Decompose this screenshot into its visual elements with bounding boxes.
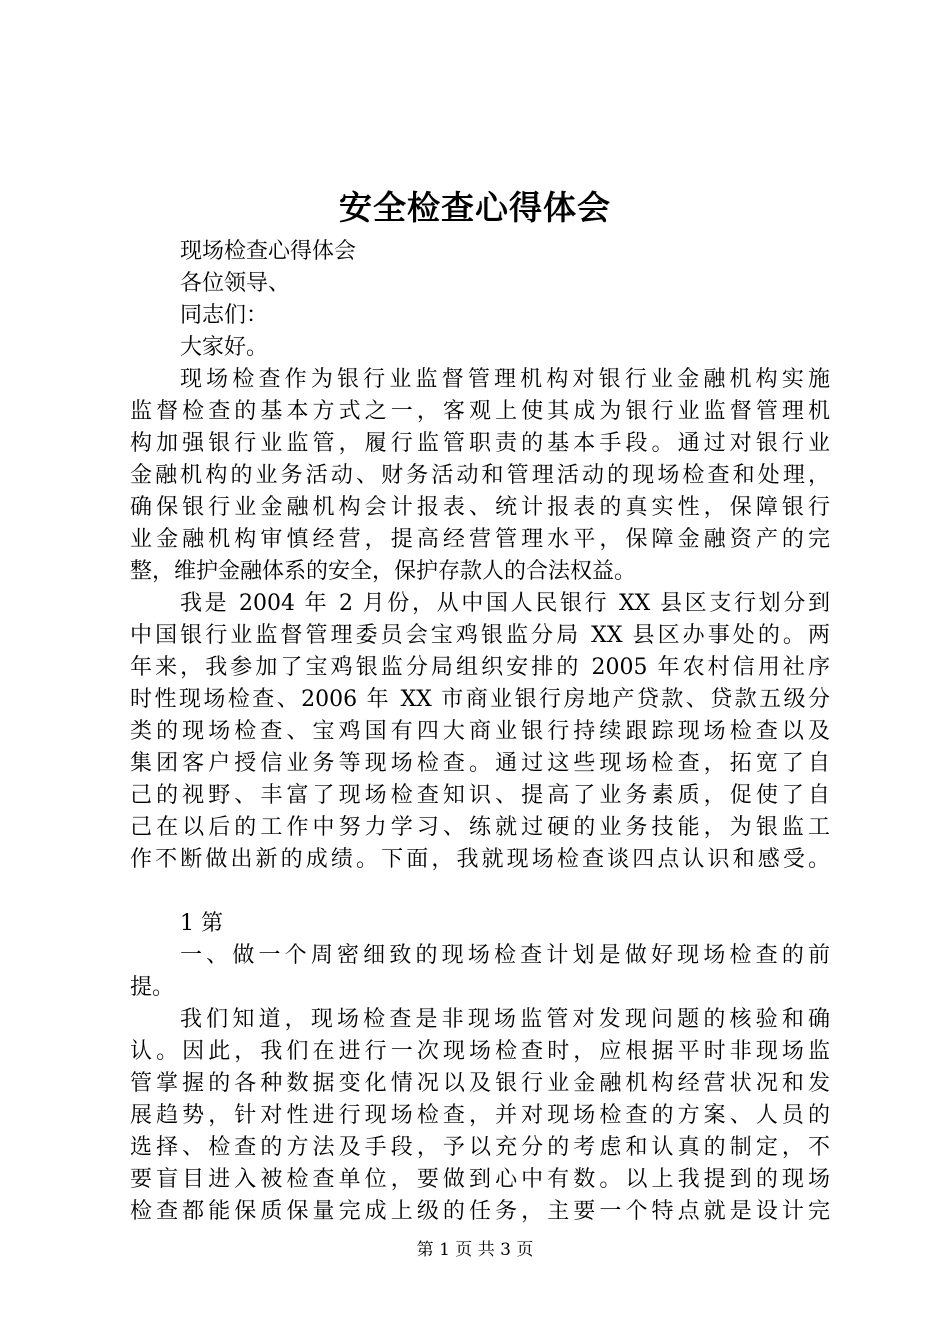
text-line: 确保银行业金融机构会计报表、统计报表的真实性，保障银行 xyxy=(130,495,830,520)
text-line: 同志们： xyxy=(180,303,269,328)
text-line: 己的视野、丰富了现场检查知识、提高了业务素质，促使了自 xyxy=(130,783,830,808)
text-line: 我们知道，现场检查是非现场监管对发现问题的核验和确 xyxy=(180,1007,830,1032)
page-number-footer: 第 1 页 共 3 页 xyxy=(416,1240,534,1260)
text-line: 类的现场检查、宝鸡国有四大商业银行持续跟踪现场检查以及 xyxy=(130,719,830,744)
text-line: 己在以后的工作中努力学习、练就过硬的业务技能，为银监工 xyxy=(130,815,830,840)
text-line: 作不断做出新的成绩。下面，我就现场检查谈四点认识和感受。 xyxy=(130,847,830,872)
text-line: 现场检查心得体会 xyxy=(180,239,357,264)
text-line: 整，维护金融体系的安全，保护存款人的合法权益。 xyxy=(130,559,637,584)
text-line: 金融机构的业务活动、财务活动和管理活动的现场检查和处理， xyxy=(130,463,830,488)
text-line: 我是 2004 年 2 月份，从中国人民银行 XX 县区支行划分到 xyxy=(180,591,830,616)
text-line: 提。 xyxy=(130,975,175,1000)
text-line: 管掌握的各种数据变化情况以及银行业金融机构经营状况和发 xyxy=(130,1071,830,1096)
text-line: 时性现场检查、2006 年 XX 市商业银行房地产贷款、贷款五级分 xyxy=(130,687,830,712)
text-line: 大家好。 xyxy=(180,335,269,360)
text-line: 业金融机构审慎经营，提高经营管理水平，保障金融资产的完 xyxy=(130,527,830,552)
text-line: 展趋势，针对性进行现场检查，并对现场检查的方案、人员的 xyxy=(130,1103,830,1128)
text-line: 各位领导、 xyxy=(180,271,291,296)
text-line: 检查都能保质保量完成上级的任务，主要一个特点就是设计完 xyxy=(130,1199,830,1224)
text-line: 认。因此，我们在进行一次现场检查时，应根据平时非现场监 xyxy=(130,1039,830,1064)
blank-line xyxy=(130,876,830,908)
text-line: 监督检查的基本方式之一，客观上使其成为银行业监督管理机 xyxy=(130,399,830,424)
document-title: 安全检查心得体会 xyxy=(339,188,611,227)
text-line: 年来，我参加了宝鸡银监分局组织安排的 2005 年农村信用社序 xyxy=(130,655,830,680)
text-line: 现场检查作为银行业监督管理机构对银行业金融机构实施 xyxy=(180,367,830,392)
text-line: 中国银行业监督管理委员会宝鸡银监分局 XX 县区办事处的。两 xyxy=(130,623,830,648)
text-line: 要盲目进入被检查单位，要做到心中有数。以上我提到的现场 xyxy=(130,1167,830,1192)
text-line: 1 第 xyxy=(180,911,223,936)
text-line: 集团客户授信业务等现场检查。通过这些现场检查，拓宽了自 xyxy=(130,751,830,776)
text-line: 选择、检查的方法及手段，予以充分的考虑和认真的制定，不 xyxy=(130,1135,830,1160)
text-line: 构加强银行业监管，履行监管职责的基本手段。通过对银行业 xyxy=(130,431,830,456)
text-line: 一、做一个周密细致的现场检查计划是做好现场检查的前 xyxy=(180,943,830,968)
document-body xyxy=(130,236,830,1228)
